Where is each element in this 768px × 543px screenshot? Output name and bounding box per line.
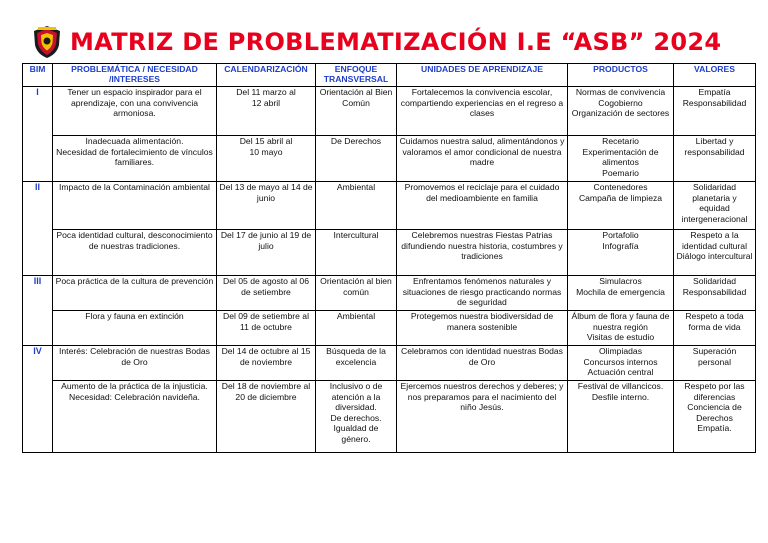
enfoque-cell (316, 381, 397, 453)
unidad-text: Ejercemos nuestros derechos y deberes; y nos preparamos para el nacimiento del niño Jesús. (400, 381, 564, 413)
productos-text: Olimpiadas Concursos internos Actuación central (583, 346, 658, 378)
valores-text: Respeto a la identidad cultural Diálogo intercultural (676, 230, 753, 262)
problematica-text: Tener un espacio inspirador para el aprendizaje, con una convivencia armoniosa. (67, 87, 202, 119)
valores-cell (674, 230, 756, 276)
unidad-text: Celebramos con identidad nuestras Bodas de Oro (401, 346, 563, 367)
enfoque-text: Intercultural (333, 230, 379, 240)
unidad-cell (397, 230, 568, 276)
table-row (23, 346, 756, 381)
enfoque-text: Orientación al Bien Común (319, 87, 393, 108)
calendarizacion-text: Del 13 de mayo al 14 de junio (219, 182, 313, 203)
column-header-productos: PRODUCTOS (568, 64, 674, 87)
valores-text: Respeto por las diferencias Conciencia de Derechos Empatía. (684, 381, 745, 434)
table-row (23, 182, 756, 230)
bimester-cell: II (23, 182, 53, 276)
problematica-cell (53, 87, 217, 136)
calendarizacion-cell (217, 276, 316, 311)
unidad-cell (397, 381, 568, 453)
enfoque-cell (316, 87, 397, 136)
valores-text: Solidaridad Responsabilidad (682, 276, 747, 297)
calendarizacion-cell (217, 87, 316, 136)
calendarizacion-cell (217, 182, 316, 230)
valores-text: Libertad y responsabilidad (684, 136, 745, 157)
problematica-cell (53, 230, 217, 276)
problematica-text: Impacto de la Contaminación ambiental (59, 182, 210, 192)
unidad-cell (397, 276, 568, 311)
productos-text: Recetario Experimentación de alimentos Poemario (582, 136, 659, 178)
bimester-cell: IV (23, 346, 53, 453)
problematica-text: Inadecuada alimentación. Necesidad de fortalecimiento de vínculos familiares. (56, 136, 213, 168)
document-header (32, 25, 721, 59)
unidad-text: Protegemos nuestra biodiversidad de manera sostenible (410, 311, 554, 332)
calendarizacion-text: Del 05 de agosto al 06 de setiembre (222, 276, 309, 297)
productos-cell (568, 381, 674, 453)
problematica-cell (53, 182, 217, 230)
bimester-cell: III (23, 276, 53, 346)
enfoque-text: Ambiental (336, 311, 376, 321)
unidad-cell (397, 136, 568, 182)
problematica-cell (53, 311, 217, 346)
calendarizacion-text: Del 09 de setiembre al 11 de octubre (223, 311, 309, 332)
problematica-cell (53, 381, 217, 453)
valores-text: Solidaridad planetaria y equidad intergeneracional (681, 182, 748, 224)
enfoque-text: Búsqueda de la excelencia (326, 346, 386, 367)
enfoque-cell (316, 276, 397, 311)
problematica-text: Flora y fauna en extinción (85, 311, 184, 321)
problematica-cell (53, 346, 217, 381)
problematica-text: Aumento de la práctica de la injusticia. Necesidad: Celebración navideña. (61, 381, 208, 402)
calendarizacion-text: Del 17 de junio al 19 de julio (220, 230, 312, 251)
calendarizacion-cell (217, 346, 316, 381)
valores-cell (674, 182, 756, 230)
valores-cell (674, 276, 756, 311)
calendarizacion-text: Del 18 de noviembre al 20 de diciembre (221, 381, 311, 402)
valores-text: Superación personal (692, 346, 737, 367)
calendarizacion-text: Del 11 marzo al 12 abril (236, 87, 296, 108)
productos-cell (568, 276, 674, 311)
calendarizacion-cell (217, 230, 316, 276)
enfoque-cell (316, 311, 397, 346)
unidad-text: Celebremos nuestras Fiestas Patrias difundiendo nuestra historia, costumbres y tradiciones (401, 230, 563, 262)
valores-cell (674, 311, 756, 346)
table-row (23, 87, 756, 136)
enfoque-cell (316, 346, 397, 381)
unidad-text: Enfrentamos fenómenos naturales y situaciones de riesgo practicando normas de seguridad (402, 276, 562, 308)
unidad-cell (397, 87, 568, 136)
productos-text: Contenedores Campaña de limpieza (578, 182, 663, 203)
productos-cell (568, 87, 674, 136)
enfoque-cell (316, 182, 397, 230)
column-header-valores: VALORES (674, 64, 756, 87)
valores-text: Empatía Responsabilidad (682, 87, 747, 108)
unidad-text: Fortalecemos la convivencia escolar, compartiendo experiencias en el regreso a clases (400, 87, 564, 119)
page-title: MATRIZ DE PROBLEMATIZACIÓN I.E “ASB” 2024 (70, 28, 722, 56)
productos-text: Álbum de flora y fauna de nuestra región Visitas de estudio (571, 311, 670, 343)
enfoque-cell (316, 230, 397, 276)
problematica-text: Poca identidad cultural, desconocimiento de nuestras tradiciones. (56, 230, 213, 251)
valores-cell (674, 346, 756, 381)
calendarizacion-cell (217, 136, 316, 182)
enfoque-cell (316, 136, 397, 182)
productos-text: Portafolio Infografía (602, 230, 639, 251)
productos-cell (568, 136, 674, 182)
productos-text: Festival de villancicos. Desfile interno. (577, 381, 664, 402)
enfoque-text: Orientación al bien común (320, 276, 392, 297)
valores-cell (674, 136, 756, 182)
column-header-unidades: UNIDADES DE APRENDIZAJE (397, 64, 568, 87)
table-row (23, 136, 756, 182)
problematica-text: Interés: Celebración de nuestras Bodas de Oro (59, 346, 210, 367)
school-crest-icon (32, 25, 62, 59)
unidad-text: Cuidamos nuestra salud, alimentándonos y valoramos el amor condicional de nuestra madre (399, 136, 565, 168)
problematica-cell (53, 276, 217, 311)
unidad-text: Promovemos el reciclaje para el cuidado del medioambiente en familia (404, 182, 560, 203)
valores-cell (674, 87, 756, 136)
unidad-cell (397, 311, 568, 346)
productos-text: Simulacros Mochila de emergencia (576, 276, 665, 297)
calendarizacion-text: Del 14 de octubre al 15 de noviembre (221, 346, 311, 367)
table-row (23, 230, 756, 276)
productos-cell (568, 346, 674, 381)
problematica-cell (53, 136, 217, 182)
calendarizacion-cell (217, 311, 316, 346)
column-header-problematica: PROBLEMÁTICA / NECESIDAD /INTERESES (53, 64, 217, 87)
table-row (23, 276, 756, 311)
table-row (23, 381, 756, 453)
column-header-calendarizacion: CALENDARIZACIÓN (217, 64, 316, 87)
problematization-matrix-table (22, 63, 756, 453)
table-row (23, 311, 756, 346)
productos-cell (568, 230, 674, 276)
column-header-enfoque: ENFOQUE TRANSVERSAL (316, 64, 397, 87)
enfoque-text: Inclusivo o de atención a la diversidad. De derechos. Igualdad de género. (329, 381, 383, 444)
productos-text: Normas de convivencia Cogobierno Organización de sectores (571, 87, 670, 119)
unidad-cell (397, 346, 568, 381)
problematica-text: Poca práctica de la cultura de prevención (55, 276, 214, 286)
unidad-cell (397, 182, 568, 230)
calendarizacion-cell (217, 381, 316, 453)
enfoque-text: De Derechos (330, 136, 382, 146)
valores-cell (674, 381, 756, 453)
valores-text: Respeto a toda forma de vida (685, 311, 744, 332)
bimester-cell: I (23, 87, 53, 182)
productos-cell (568, 182, 674, 230)
productos-cell (568, 311, 674, 346)
calendarizacion-text: Del 15 abril al 10 mayo (239, 136, 293, 157)
table-header-row (23, 64, 756, 87)
enfoque-text: Ambiental (336, 182, 376, 192)
column-header-bim: BIM (23, 64, 53, 87)
